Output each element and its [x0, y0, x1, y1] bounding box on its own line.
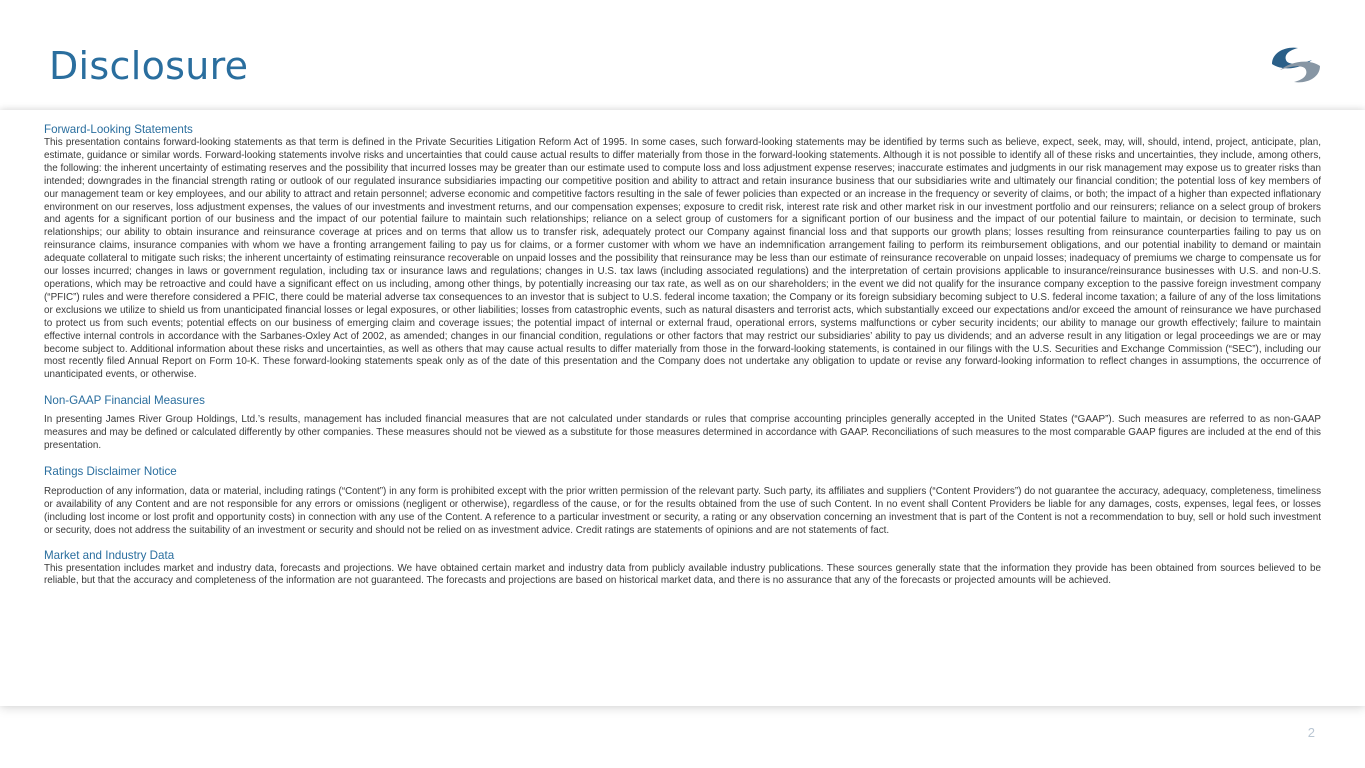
section-heading: Forward-Looking Statements — [44, 123, 193, 136]
disclosure-panel — [0, 110, 1365, 706]
section-ratings-disclaimer — [44, 464, 1321, 538]
section-heading: Market and Industry Data — [44, 548, 175, 562]
section-body: This presentation includes market and industry data, forecasts and projections. We have obtained certain market and industry data from publicly available industry publications. These sources generally state that the information they provide has been obtained from sources believed to be reliable, but that the accuracy and completeness of the information are not guaranteed. The forecasts and projections are based on historical market data, and there is no assurance that any of the forecasts or projected amounts will be achieved. — [44, 562, 1321, 587]
section-body: Reproduction of any information, data or material, including ratings (“Content”) in any form is prohibited except with the prior written permission of the relevant party. Such party, its affiliates and suppliers (“Content Providers”) do not guarantee the accuracy, adequacy, completeness, timeliness or availability of any Content and are not responsible for any errors or omissions (negligent or otherwise), regardless of the cause, or for the results obtained from the use of such Content. In no event shall Content Providers be liable for any damages, costs, expenses, legal fees, or losses (including lost income or lost profit and opportunity costs) in connection with any use of the Content. A reference to a particular investment or security, a rating or any observation concerning an investment that is part of the Content is not a recommendation to buy, sell or hold such investment or security, does not address the suitability of an investment or security and should not be relied on as investment advice. Credit ratings are statements of opinions and are not statements of fact. — [44, 485, 1321, 536]
disclosure-content — [44, 122, 1321, 588]
section-market-data — [44, 548, 1321, 589]
section-body: This presentation contains forward-looking statements as that term is defined in the Private Securities Litigation Reform Act of 1995. In some cases, such forward-looking statements may be identified by terms such as believe, expect, seek, may, will, should, intend, project, anticipate, plan, estimate, guidance or similar words. Forward-looking statements involve risks and uncertainties that could cause actual results to differ materially from those in the forward-looking statements. Although it is not possible to identify all of these risks and uncertainties, they include, among others, the following: the inherent uncertainty of estimating reserves and the possibility that incurred losses may be greater than our estimate used to compute loss and loss adjustment expense reserves; inaccurate estimates and judgments in our risk management may expose us to greater risks than intended; downgrades in the financial strength rating or outlook of our regulated insurance subsidiaries impacting our competitive position and ability to attract and retain insurance business that our subsidiaries write and ultimately our financial condition; the potential loss of key members of our management team or key employees, and our ability to attract and retain personnel; adverse economic and competitive factors resulting in the sale of fewer policies than expected or an increase in the frequency or severity of claims, or both; the impact of a higher than expected inflationary environment on our reserves, loss adjustment expenses, the values of our investments and investment returns, and our compensation expenses; exposure to credit risk, interest rate risk and other market risk in our investment portfolio and our reinsurers; reliance on a select group of brokers and agents for a significant portion of our business and the impact of our potential failure to maintain such relationships; reliance on a select group of customers for a significant portion of our business and the impact of our potential failure to maintain, or decision to terminate, such relationships; our ability to obtain insurance and reinsurance coverage at prices and on terms that allow us to transfer risk, adequately protect our Company against financial loss and that supports our growth plans; losses resulting from reinsurance counterparties failing to pay us on reinsurance claims, insurance companies with whom we have a fronting arrangement failing to pay us for claims, or a former customer with whom we have an indemnification arrangement failing to perform its reimbursement obligations, and our potential inability to demand or maintain adequate collateral to mitigate such risks; the inherent uncertainty of estimating reinsurance recoverable on unpaid losses and the possibility that reinsurance may be less than our estimate of reinsurance recoverable on unpaid losses; inadequacy of premiums we charge to compensate us for our losses incurred; changes in laws or government regulation, including tax or insurance laws and regulations; changes in U.S. tax laws (including associated regulations) and the interpretation of certain provisions applicable to insurance/reinsurance businesses with U.S. and non-U.S. operations, which may be retroactive and could have a significant effect on us including, among other things, by potentially increasing our tax rate, as well as on our shareholders; in the event we did not qualify for the insurance company exception to the passive foreign investment company (“PFIC”) rules and were therefore considered a PFIC, there could be material adverse tax consequences to an investor that is subject to U.S. federal income taxation; the Company or its foreign subsidiary becoming subject to U.S. federal income taxation; a failure of any of the loss limitations or exclusions we utilize to shield us from unanticipated financial losses or legal exposures, or other liabilities; losses from catastrophic events, such as natural disasters and terrorist acts, which substantially exceed our expectations and/or exceed the amount of reinsurance we have purchased to protect us from such events; potential effects on our business of emerging claim and coverage issues; the potential impact of internal or external fraud, operational errors, systems malfunctions or cyber security incidents; our ability to manage our growth effectively; failure to maintain effective internal controls in accordance with the Sarbanes-Oxley Act of 2002, as amended; changes in our financial condition, regulations or other factors that may restrict our subsidiaries’ ability to pay us dividends; and an adverse result in any litigation or legal proceedings we are or may become subject to. Additional information about these risks and uncertainties, as well as others that may cause actual results to differ materially from those in the forward-looking statements, is contained in our filings with the U.S. Securities and Exchange Commission (“SEC”), including our most recently filed Annual Report on Form 10-K. These forward-looking statements speak only as of the date of this presentation and the Company does not undertake any obligation to update or revise any forward-looking information to reflect changes in assumptions, the occurrence of unanticipated events, or otherwise. — [44, 137, 1321, 381]
page-title: Disclosure — [49, 44, 249, 88]
company-wave-logo-icon — [1268, 44, 1324, 86]
section-forward-looking — [44, 122, 1321, 382]
section-non-gaap — [44, 393, 1321, 453]
section-body: In presenting James River Group Holdings, Ltd.’s results, management has included financial measures that are not calculated under standards or rules that comprise accounting principles generally accepted in the United States (“GAAP”). Such measures are referred to as non-GAAP measures and may be defined or calculated differently by other companies. These measures should not be viewed as a substitute for those measures determined in accordance with GAAP. Reconciliations of such measures to the most comparable GAAP figures are included at the end of this presentation. — [44, 414, 1321, 452]
section-heading: Ratings Disclaimer Notice — [44, 464, 177, 478]
section-heading: Non-GAAP Financial Measures — [44, 394, 205, 408]
page-number: 2 — [1307, 725, 1315, 740]
